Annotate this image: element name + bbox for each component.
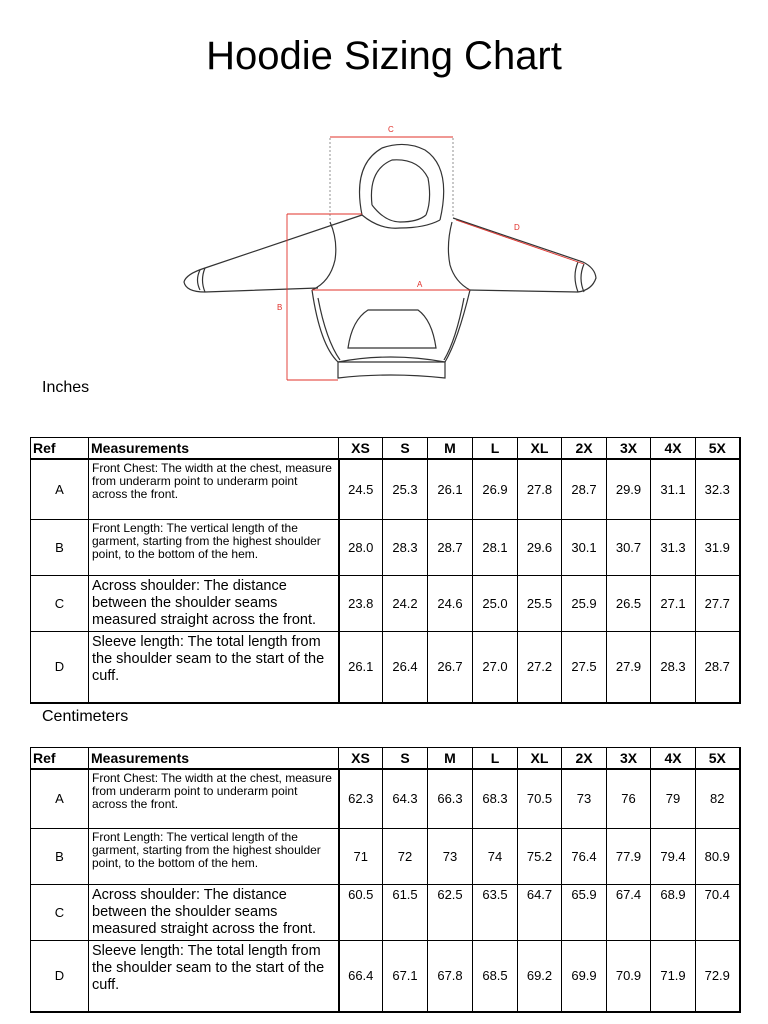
header-size: XL (518, 748, 562, 770)
header-size: 2X (562, 748, 607, 770)
size-value: 28.7 (696, 631, 740, 703)
page-title: Hoodie Sizing Chart (206, 34, 562, 78)
header-ref: Ref (31, 438, 89, 460)
header-size: 5X (696, 748, 740, 770)
size-value: 70.4 (696, 884, 740, 940)
size-value: 26.1 (339, 631, 383, 703)
header-size: L (473, 438, 518, 460)
size-value: 28.7 (428, 519, 473, 575)
row-description: Across shoulder: The distance between the shoulder seams measured straight across the front. (89, 884, 339, 940)
label-b: B (277, 303, 283, 312)
inches-table (30, 437, 741, 704)
row-ref: A (31, 459, 89, 519)
size-value: 26.5 (607, 575, 651, 631)
header-size: 3X (607, 438, 651, 460)
size-value: 66.3 (428, 769, 473, 828)
size-value: 24.2 (383, 575, 428, 631)
label-c: C (388, 125, 394, 134)
size-value: 25.5 (518, 575, 562, 631)
size-value: 72 (383, 828, 428, 884)
hoodie-diagram (0, 0, 768, 410)
size-value: 61.5 (383, 884, 428, 940)
table-row (31, 828, 740, 884)
size-value: 68.5 (473, 940, 518, 1012)
size-value: 27.0 (473, 631, 518, 703)
size-value: 79.4 (651, 828, 696, 884)
header-size: 4X (651, 748, 696, 770)
header-size: S (383, 438, 428, 460)
size-value: 23.8 (339, 575, 383, 631)
row-ref: D (31, 631, 89, 703)
size-value: 31.3 (651, 519, 696, 575)
size-value: 64.7 (518, 884, 562, 940)
size-value: 30.1 (562, 519, 607, 575)
table-row (31, 575, 740, 631)
size-value: 69.9 (562, 940, 607, 1012)
row-description: Front Length: The vertical length of the garment, starting from the highest shoulder point, to the bottom of the hem. (89, 519, 339, 575)
row-description: Front Length: The vertical length of the garment, starting from the highest shoulder point, to the bottom of the hem. (89, 828, 339, 884)
table-row (31, 884, 740, 940)
row-ref: D (31, 940, 89, 1012)
size-value: 26.7 (428, 631, 473, 703)
size-value: 62.5 (428, 884, 473, 940)
size-value: 28.3 (383, 519, 428, 575)
guide-lines (330, 138, 453, 222)
row-ref: B (31, 519, 89, 575)
size-value: 26.1 (428, 459, 473, 519)
row-description: Sleeve length: The total length from the shoulder seam to the start of the cuff. (89, 940, 339, 1012)
size-value: 71 (339, 828, 383, 884)
size-value: 27.1 (651, 575, 696, 631)
hoodie-outline (184, 144, 596, 378)
size-value: 63.5 (473, 884, 518, 940)
size-value: 25.9 (562, 575, 607, 631)
size-value: 73 (428, 828, 473, 884)
inches-label: Inches (42, 379, 90, 396)
table-row (31, 519, 740, 575)
header-size: 5X (696, 438, 740, 460)
size-value: 72.9 (696, 940, 740, 1012)
header-size: L (473, 748, 518, 770)
row-description: Sleeve length: The total length from the shoulder seam to the start of the cuff. (89, 631, 339, 703)
size-value: 69.2 (518, 940, 562, 1012)
header-size: XL (518, 438, 562, 460)
header-size: 4X (651, 438, 696, 460)
header-size: 3X (607, 748, 651, 770)
header-size: XS (339, 748, 383, 770)
size-value: 32.3 (696, 459, 740, 519)
size-value: 30.7 (607, 519, 651, 575)
size-value: 70.5 (518, 769, 562, 828)
centimeters-label: Centimeters (42, 708, 129, 725)
size-value: 28.0 (339, 519, 383, 575)
size-value: 27.7 (696, 575, 740, 631)
header-size: M (428, 748, 473, 770)
size-value: 31.9 (696, 519, 740, 575)
size-value: 68.3 (473, 769, 518, 828)
size-value: 60.5 (339, 884, 383, 940)
size-value: 79 (651, 769, 696, 828)
header-size: 2X (562, 438, 607, 460)
size-value: 80.9 (696, 828, 740, 884)
row-description: Front Chest: The width at the chest, measure from underarm point to underarm point across the front. (89, 769, 339, 828)
size-value: 27.8 (518, 459, 562, 519)
centimeters-table (30, 747, 741, 1013)
row-ref: B (31, 828, 89, 884)
size-value: 28.7 (562, 459, 607, 519)
size-value: 77.9 (607, 828, 651, 884)
header-size: XS (339, 438, 383, 460)
size-value: 26.9 (473, 459, 518, 519)
table-row (31, 769, 740, 828)
size-value: 27.9 (607, 631, 651, 703)
size-value: 29.6 (518, 519, 562, 575)
size-value: 27.5 (562, 631, 607, 703)
label-d: D (514, 223, 520, 232)
size-value: 71.9 (651, 940, 696, 1012)
size-value: 75.2 (518, 828, 562, 884)
row-ref: A (31, 769, 89, 828)
size-value: 31.1 (651, 459, 696, 519)
row-ref: C (31, 575, 89, 631)
header-measurements: Measurements (89, 748, 339, 770)
size-value: 26.4 (383, 631, 428, 703)
size-value: 64.3 (383, 769, 428, 828)
header-size: M (428, 438, 473, 460)
size-value: 67.4 (607, 884, 651, 940)
size-value: 70.9 (607, 940, 651, 1012)
size-value: 28.1 (473, 519, 518, 575)
size-value: 25.3 (383, 459, 428, 519)
row-description: Across shoulder: The distance between the shoulder seams measured straight across the front. (89, 575, 339, 631)
size-value: 73 (562, 769, 607, 828)
table-row (31, 459, 740, 519)
size-value: 25.0 (473, 575, 518, 631)
size-value: 27.2 (518, 631, 562, 703)
row-ref: C (31, 884, 89, 940)
header-measurements: Measurements (89, 438, 339, 460)
size-value: 28.3 (651, 631, 696, 703)
table-header-row (31, 748, 740, 770)
size-value: 76 (607, 769, 651, 828)
size-value: 68.9 (651, 884, 696, 940)
size-value: 67.8 (428, 940, 473, 1012)
size-value: 66.4 (339, 940, 383, 1012)
size-value: 29.9 (607, 459, 651, 519)
table-header-row (31, 438, 740, 460)
size-value: 76.4 (562, 828, 607, 884)
size-value: 67.1 (383, 940, 428, 1012)
size-value: 65.9 (562, 884, 607, 940)
size-value: 24.5 (339, 459, 383, 519)
size-value: 82 (696, 769, 740, 828)
table-row (31, 631, 740, 703)
size-value: 24.6 (428, 575, 473, 631)
table-row (31, 940, 740, 1012)
size-value: 62.3 (339, 769, 383, 828)
row-description: Front Chest: The width at the chest, measure from underarm point to underarm point across the front. (89, 459, 339, 519)
label-a: A (417, 280, 423, 289)
header-ref: Ref (31, 748, 89, 770)
header-size: S (383, 748, 428, 770)
size-value: 74 (473, 828, 518, 884)
